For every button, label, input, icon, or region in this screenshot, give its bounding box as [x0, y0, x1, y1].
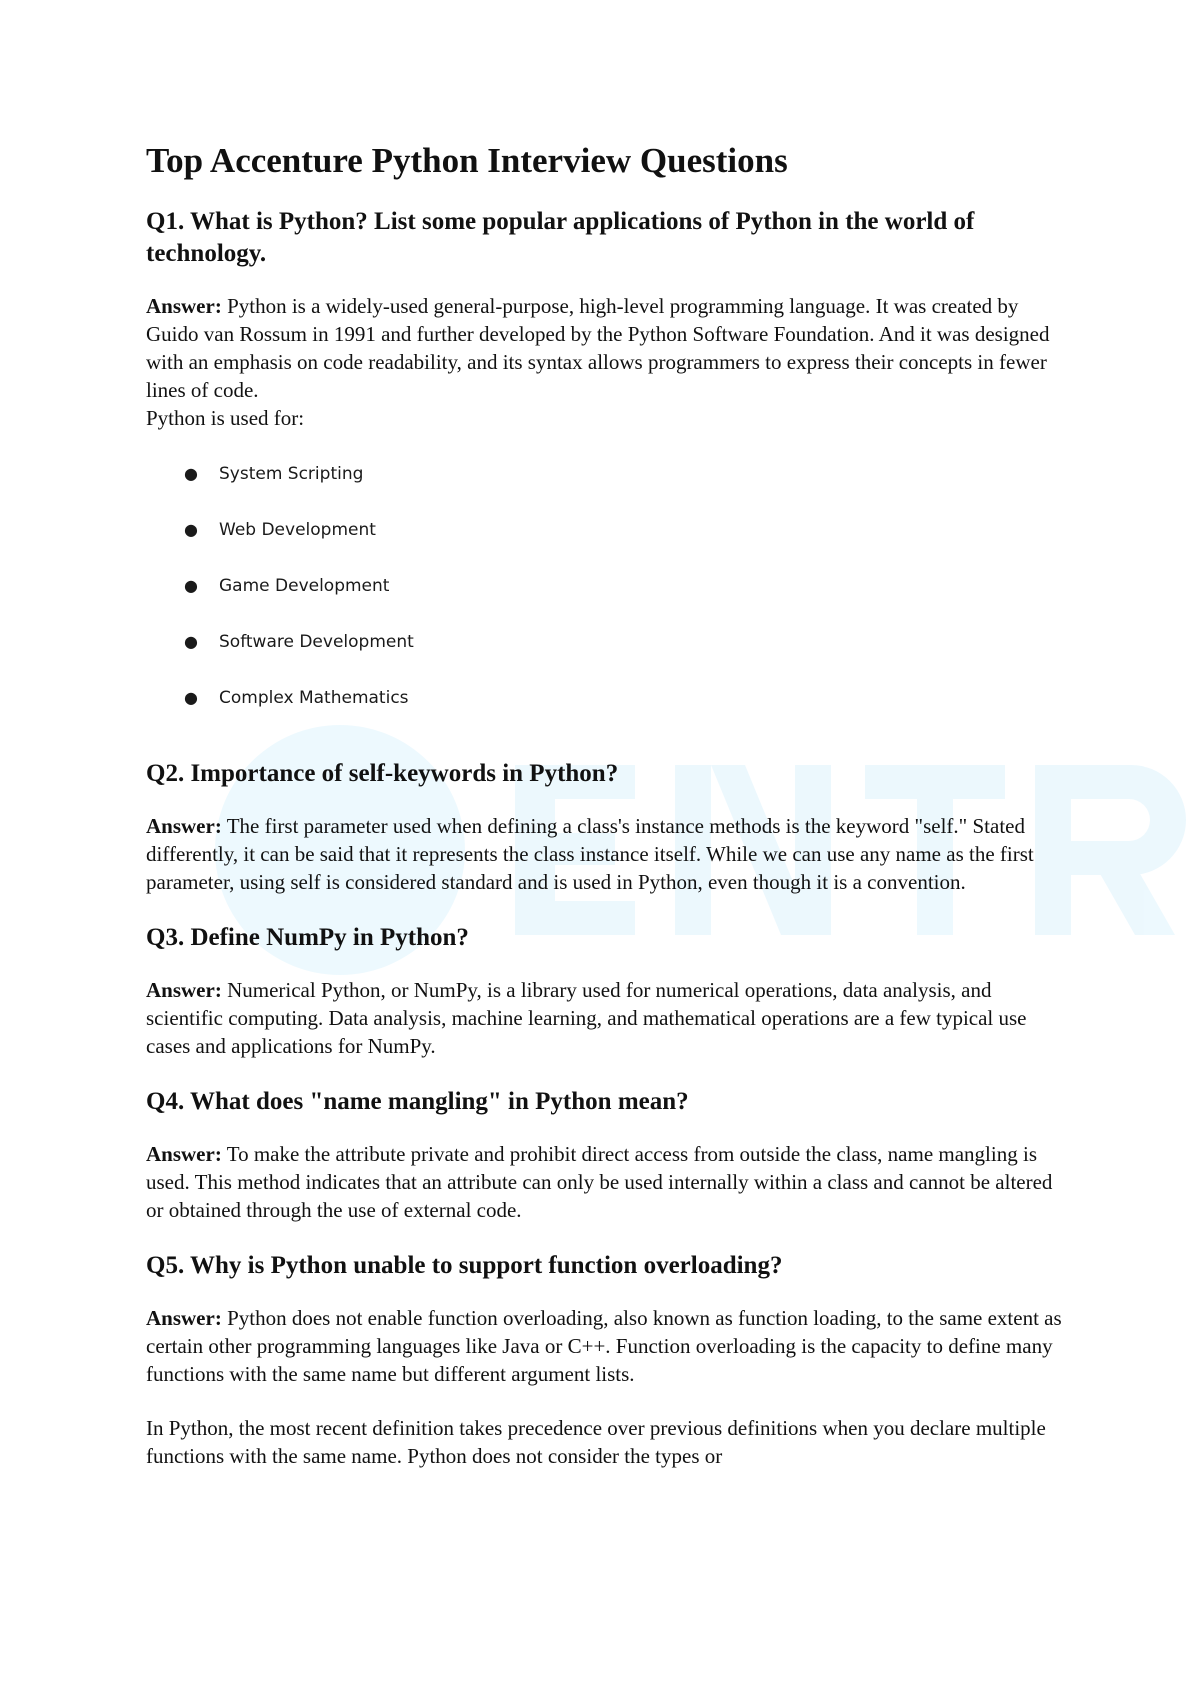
answer-text-1: Python is a widely-used general-purpose, high-level programming language. It was created by Guido van Rossum in 1991 and further developed by the Python Software Foundation. And it was designed with an emphasis on code readability, and its syntax allows programmers to express their concepts in fewer lines of code.: [146, 294, 1050, 402]
uses-list: [146, 454, 1066, 734]
question-section-5: [146, 1250, 1066, 1470]
answer-paragraph-5: [146, 1304, 1066, 1388]
list-item-text: Web Development: [219, 520, 376, 540]
answer-text-5: Python does not enable function overloading, also known as function loading, to the same extent as certain other programming languages like Java or C++. Function overloading is the capacity to define many functions with the same name but different argument lists.: [146, 1306, 1062, 1386]
list-item-text: Game Development: [219, 576, 390, 596]
answer-paragraph-2: [146, 812, 1066, 896]
document-body: [146, 140, 1066, 1496]
list-item-text: System Scripting: [219, 464, 364, 484]
list-item: [146, 678, 1066, 734]
question-heading-2: Q2. Importance of self-keywords in Python?: [146, 760, 619, 787]
answer-label: Answer:: [146, 814, 222, 838]
question-heading-4: Q4. What does "name mangling" in Python mean?: [146, 1088, 689, 1115]
list-item: [146, 454, 1066, 510]
answer-label: Answer:: [146, 978, 222, 1002]
list-item: [146, 622, 1066, 678]
question-heading-5: Q5. Why is Python unable to support function overloading?: [146, 1252, 783, 1279]
list-item: [146, 510, 1066, 566]
continuation-paragraph: In Python, the most recent definition takes precedence over previous definitions when you declare multiple functions with the same name. Python does not consider the types or: [146, 1416, 1046, 1468]
document-title: Top Accenture Python Interview Questions: [146, 141, 788, 180]
answer-text-3: Numerical Python, or NumPy, is a library used for numerical operations, data analysis, and scientific computing. Data analysis, machine learning, and mathematical operations are a few typical use cases and applications for NumPy.: [146, 978, 1027, 1058]
answer-text-4: To make the attribute private and prohibit direct access from outside the class, name mangling is used. This method indicates that an attribute can only be used internally within a class and cannot be altered or obtained through the use of external code.: [146, 1142, 1053, 1222]
list-item: [146, 566, 1066, 622]
answer-label: Answer:: [146, 1142, 222, 1166]
uses-intro: Python is used for:: [146, 406, 305, 430]
answer-paragraph-3: [146, 976, 1066, 1060]
answer-label: Answer:: [146, 1306, 222, 1330]
answer-text-2: The first parameter used when defining a class's instance methods is the keyword "self." Stated differently, it can be said that it represents the class instance itself. While we can use any name as the first parameter, using self is considered standard and is used in Python, even though it is a convention.: [146, 814, 1034, 894]
answer-paragraph-1: [146, 292, 1066, 432]
question-section-4: [146, 1086, 1066, 1224]
question-section-3: [146, 922, 1066, 1060]
answer-paragraph-4: [146, 1140, 1066, 1224]
question-heading-3: Q3. Define NumPy in Python?: [146, 924, 469, 951]
bullet-icon: ●: [184, 632, 198, 651]
question-section-2: [146, 758, 1066, 896]
question-section-1: [146, 206, 1066, 734]
bullet-icon: ●: [184, 576, 198, 595]
bullet-icon: ●: [184, 464, 198, 483]
bullet-icon: ●: [184, 520, 198, 539]
list-item-text: Complex Mathematics: [219, 688, 409, 708]
bullet-icon: ●: [184, 688, 198, 707]
answer-label: Answer:: [146, 294, 222, 318]
list-item-text: Software Development: [219, 632, 414, 652]
question-heading-1: Q1. What is Python? List some popular applications of Python in the world of technology.: [146, 208, 975, 267]
